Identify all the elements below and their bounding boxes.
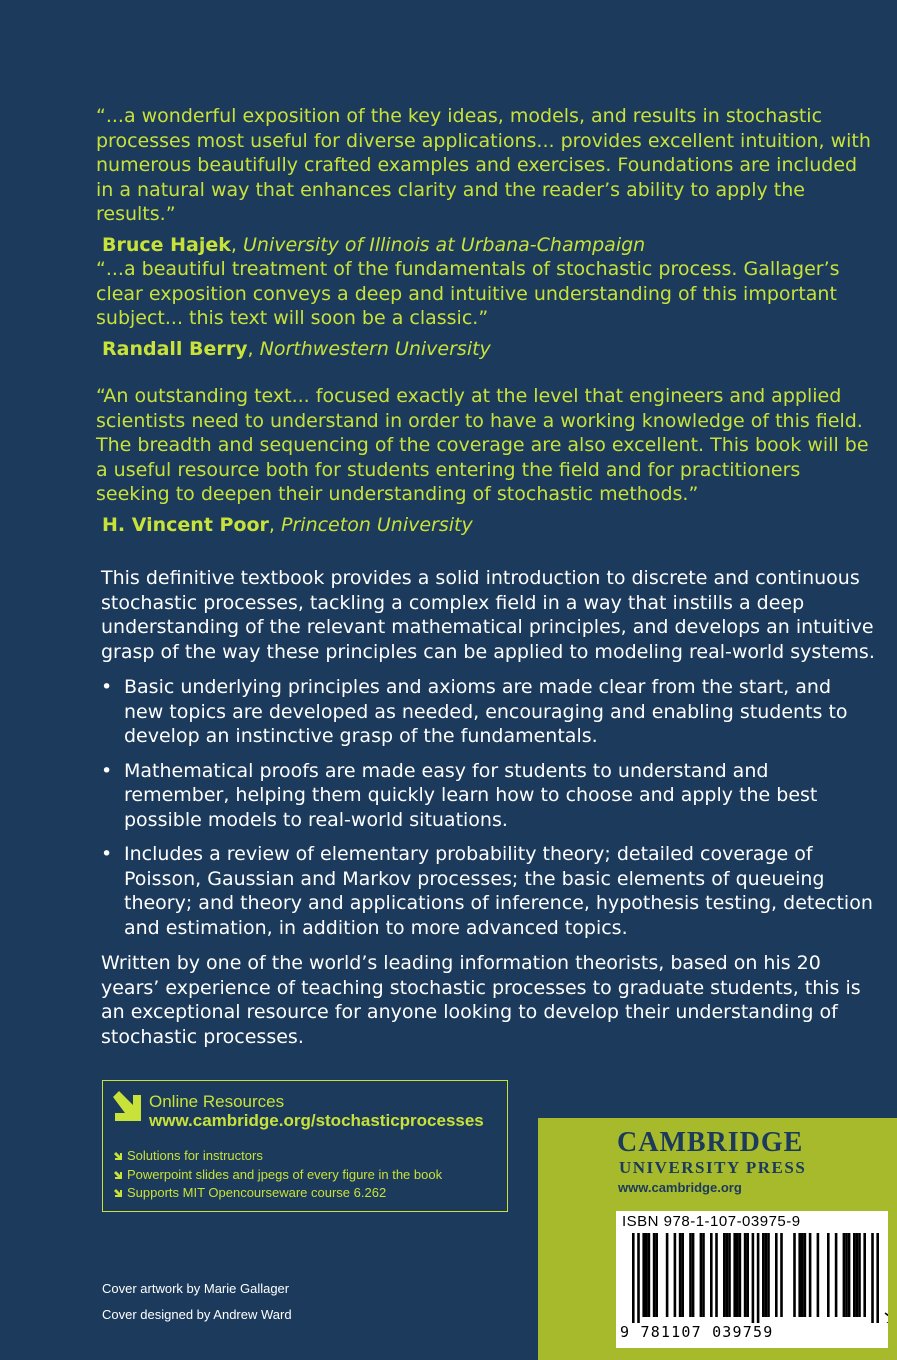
list-item-text: Includes a review of elementary probability theory; detailed coverage of Poisson, Gaussian and Markov processes; the basic elements of queueing theory; and theory and applications of inference, hypothesis testing, detection and estimation, in addition to more advanced topics. [124,843,873,939]
barcode-bar [746,1233,749,1317]
barcode-bar [674,1233,677,1317]
barcode-bar [733,1233,736,1317]
barcode-bar [853,1233,856,1317]
bullet-icon: • [101,676,113,698]
quote-affiliation: Northwestern University [259,337,491,360]
list-item [101,675,876,749]
barcode-bar [715,1233,718,1317]
quote-text: “...a beautiful treatment of the fundamentals of stochastic process. Gallager’s clear exposition conveys a deep and intuitive understanding of this important subject... this text will soon be a classic.” [96,258,840,329]
publisher-name: CAMBRIDGE [617,1127,804,1158]
bullet-icon: • [101,843,113,865]
publisher-logo [617,1128,806,1195]
quote-attribution: H. Vincent Poor, Princeton University [102,513,473,536]
publisher-url: www.cambridge.org [618,1180,742,1195]
quote-1 [96,104,876,257]
barcode-bar [804,1233,807,1317]
bullet-icon: • [101,759,113,782]
barcode-bar [863,1233,866,1317]
isbn-barcode [616,1211,888,1348]
barcode-bar [681,1233,684,1317]
barcode-bar [858,1233,861,1317]
closing-text: Written by one of the world’s leading information theorists, based on his 20 years’ experience of teaching stochastic processes to graduate students, this is an exceptional resource for anyone looking to develop their understanding of stochastic processes. [101,952,861,1048]
resource-item-text: Supports MIT Opencourseware course 6.262 [127,1185,387,1200]
barcode-bar [752,1233,755,1323]
barcode-bar [801,1233,804,1317]
online-resources-box [102,1080,508,1212]
publisher-press: UNIVERSITY PRESS [619,1158,807,1177]
barcode-bar [793,1233,796,1317]
barcode-bar [809,1233,812,1317]
barcode-bar [655,1233,658,1317]
quote-2 [96,257,876,361]
arrow-down-right-icon [113,1188,123,1198]
barcode-bar [827,1233,830,1317]
barcode-bar [767,1233,770,1317]
intro-paragraph [101,566,876,664]
list-item [113,1184,442,1203]
barcode-number: 9 781107 039759 [620,1323,774,1341]
resources-title: Online Resources [149,1092,285,1111]
quote-3 [96,384,876,537]
barcode-bar [666,1233,669,1317]
barcode-bar [679,1233,682,1317]
artwork-credit: Cover artwork by Marie Gallager [102,1281,290,1296]
barcode-bar [648,1233,651,1317]
list-item [113,1147,442,1166]
quote-attribution: Bruce Hajek, University of Illinois at Urbana-Champaign [102,233,646,256]
barcode-bar [856,1233,859,1317]
barcode-bar [700,1233,703,1317]
barcode-bar [702,1233,705,1317]
resource-item-text: Powerpoint slides and jpegs of every figure in the book [127,1166,443,1182]
barcode-bar [726,1233,729,1317]
isbn-label: ISBN 978-1-107-03975-9 [622,1213,801,1230]
barcode-bar [762,1233,765,1317]
publisher-panel [538,1118,897,1360]
closing-paragraph [101,951,876,1049]
barcode-bar [780,1233,783,1317]
barcode-bar [710,1233,713,1317]
quote-affiliation: University of Illinois at Urbana-Champaign [243,233,646,256]
barcode-bar [736,1233,739,1317]
quote-text: “...a wonderful exposition of the key ideas, models, and results in stochastic processes most useful for diverse applications... provides excellent intuition, with numerous beautifully crafted examples and exercises. Foundations are included in a natural way that enhances clarity and the reader’s ability to apply the results.” [96,105,871,225]
intro-text: This definitive textbook provides a solid introduction to discrete and continuous stochastic processes, tackling a complex field in a way that instills a deep understanding of the relevant mathematical principles, and develops an intuitive grasp of the way these principles can be applied to modeling real-world systems. [101,567,875,663]
design-credit: Cover designed by Andrew Ward [102,1307,292,1322]
list-item-text: Mathematical proofs are made easy for students to understand and remember, helping them quickly learn how to choose and apply the best possible models to real-world situations. [124,759,818,831]
barcode-bar [689,1233,692,1317]
barcode-bar [642,1233,645,1317]
barcode-bar [845,1233,848,1317]
arrow-down-right-icon [109,1089,143,1123]
barcode-bar [775,1233,778,1317]
barcode-bar [632,1233,635,1323]
arrow-down-right-icon [113,1151,123,1161]
quote-affiliation: Princeton University [281,513,473,536]
barcode-bar [798,1233,801,1317]
quote-attribution: Randall Berry, Northwestern University [102,337,491,360]
list-item [101,842,876,940]
cover-credits [102,1276,292,1328]
barcode-bar [645,1233,648,1317]
quiet-zone-marker [885,1313,888,1323]
quote-text: “An outstanding text... focused exactly at the level that engineers and applied scientists need to understand in order to have a working knowledge of this field. The breadth and sequencing of the coverage are also excellent. This book will be a useful resource both for students entering the field and for practitioners seeking to deepen their understanding of stochastic methods.” [96,385,869,505]
quote-author: H. Vincent Poor [102,513,269,536]
barcode-icon [616,1233,888,1323]
resource-item-text: Solutions for instructors [127,1148,263,1163]
barcode-bar [723,1233,726,1317]
barcode-bar [835,1233,838,1317]
barcode-bar [653,1233,656,1317]
barcode-bar [843,1233,846,1317]
quote-author: Randall Berry [102,337,248,360]
resources-url-link[interactable]: www.cambridge.org/stochasticprocesses [149,1111,484,1130]
barcode-bar [744,1233,747,1317]
list-item [101,759,876,833]
barcode-bar [637,1233,640,1323]
list-item-text: Basic underlying principles and axioms are made clear from the start, and new topics are developed as needed, encouraging and enabling students to develop an instinctive grasp of the fundamentals. [124,676,848,747]
barcode-bar [739,1233,742,1317]
barcode-bar [765,1233,768,1317]
quote-author: Bruce Hajek [102,233,231,256]
resources-list [113,1147,442,1203]
barcode-bar [876,1233,879,1323]
barcode-bar [817,1233,820,1317]
list-item [113,1166,442,1185]
arrow-down-right-icon [113,1170,123,1180]
barcode-bar [757,1233,760,1323]
barcode-bar [848,1233,851,1317]
feature-list [101,675,876,950]
barcode-bar [871,1233,874,1323]
barcode-bar [728,1233,731,1317]
barcode-bar [692,1233,695,1317]
